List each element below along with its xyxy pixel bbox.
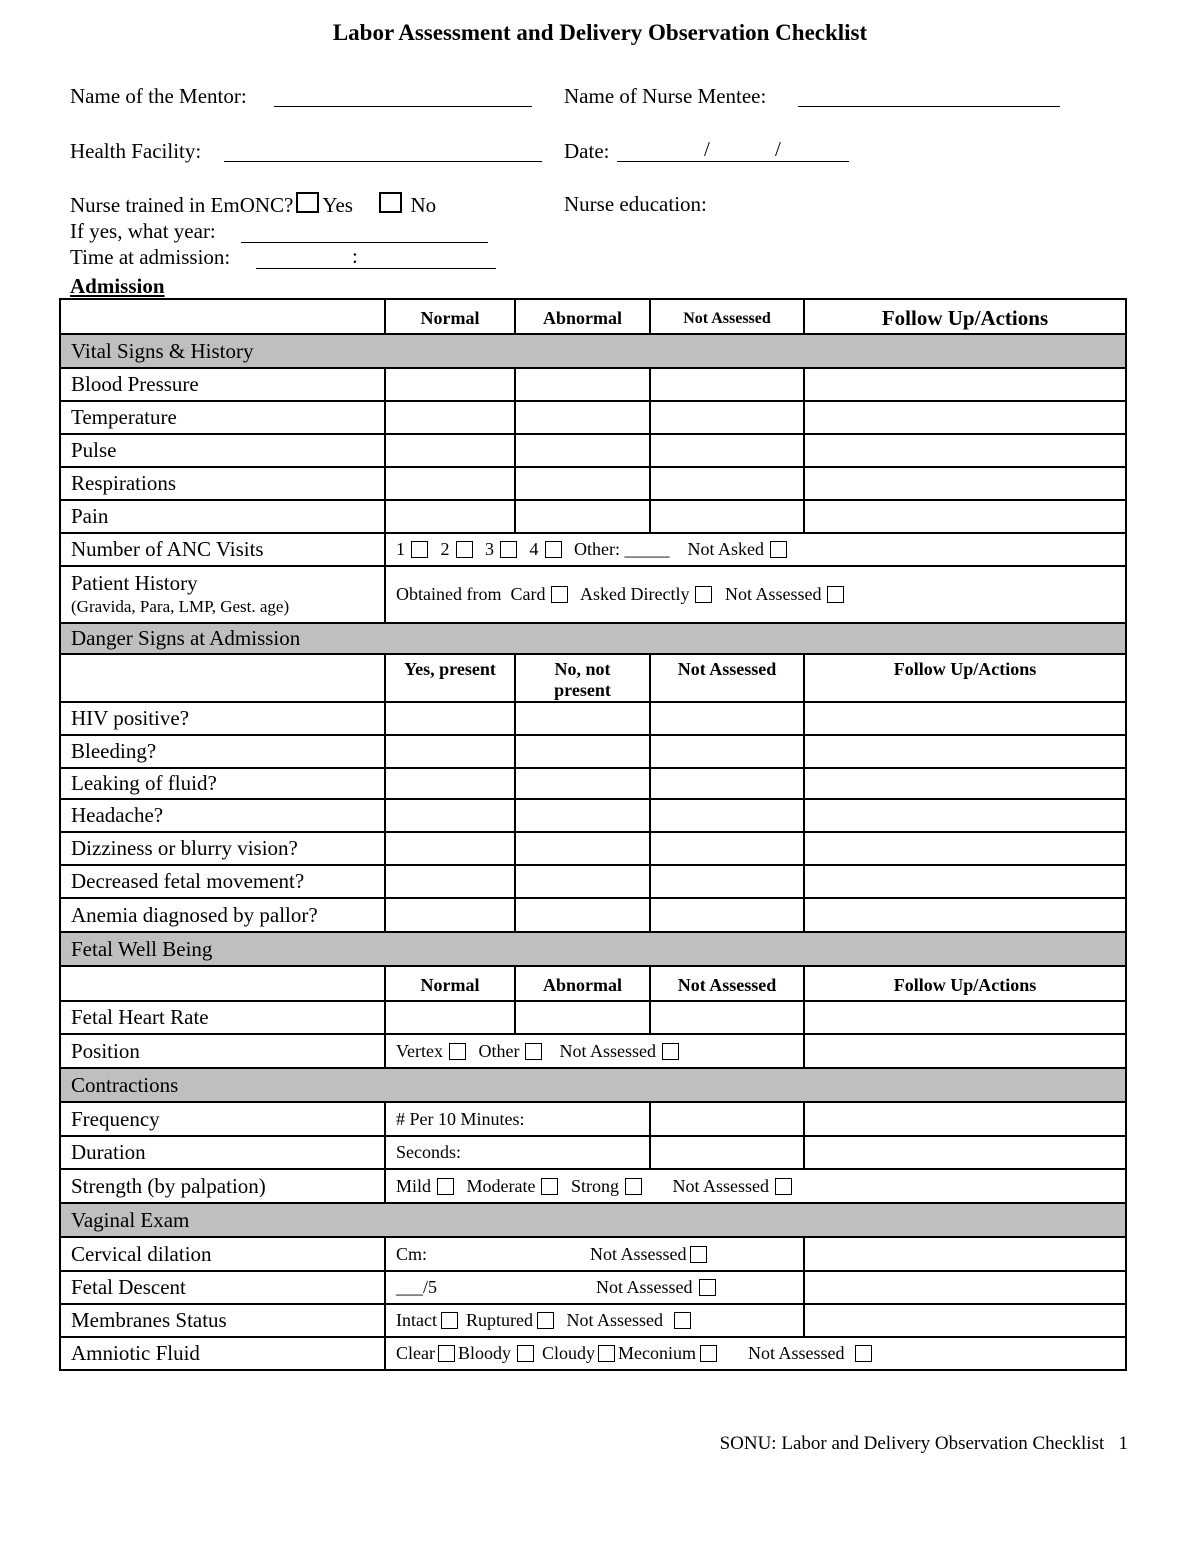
cell-yes[interactable]: [385, 702, 515, 735]
strong-checkbox[interactable]: [625, 1178, 642, 1195]
frequency-field[interactable]: # Per 10 Minutes:: [385, 1102, 650, 1136]
option-label: 4: [529, 539, 539, 559]
col-header-no: No, not present: [515, 654, 650, 702]
cell-not-assessed[interactable]: [650, 434, 804, 467]
cell-abnormal[interactable]: [515, 1001, 650, 1034]
cell-follow-up[interactable]: [804, 434, 1126, 467]
cell-follow-up[interactable]: [804, 1001, 1126, 1034]
membranes-options: [385, 1304, 804, 1337]
option-label: Not Assessed: [596, 1277, 693, 1297]
cell-follow-up[interactable]: [804, 368, 1126, 401]
cell-not-assessed[interactable]: [650, 1001, 804, 1034]
option-label: Not Assessed: [566, 1310, 663, 1330]
option-label: Bloody: [457, 1343, 511, 1363]
option-label: Mild: [396, 1175, 432, 1196]
cervical-not-assessed-checkbox[interactable]: [690, 1246, 707, 1263]
col-header-yes: Yes, present: [385, 654, 515, 702]
date-separator: /: [775, 137, 781, 161]
option-label: Not Assessed: [590, 1243, 687, 1264]
row-label: Blood Pressure: [60, 368, 385, 401]
row-label: Membranes Status: [60, 1304, 385, 1337]
cell-not-assessed[interactable]: [650, 1102, 804, 1136]
emonc-question: [70, 192, 436, 218]
row-label-empty: [60, 654, 385, 702]
option-label: Not Assessed: [724, 584, 822, 604]
cell-not-assessed[interactable]: [650, 832, 804, 865]
cell-no[interactable]: [515, 768, 650, 799]
time-separator: :: [352, 244, 358, 268]
option-label: Clear: [396, 1343, 435, 1363]
strength-options: [385, 1169, 1126, 1203]
row-label: Frequency: [60, 1102, 385, 1136]
cell-follow-up[interactable]: [804, 500, 1126, 533]
vertex-checkbox[interactable]: [449, 1043, 466, 1060]
cell-normal[interactable]: [385, 434, 515, 467]
row-label: Pulse: [60, 434, 385, 467]
cell-follow-up[interactable]: [804, 1136, 1126, 1169]
option-label: Strong: [570, 1175, 619, 1196]
row-label: Position: [60, 1034, 385, 1068]
cell-yes[interactable]: [385, 799, 515, 832]
row-label-empty: [60, 299, 385, 334]
row-label: Duration: [60, 1136, 385, 1169]
cell-yes[interactable]: [385, 832, 515, 865]
date-field[interactable]: [617, 161, 849, 162]
descent-not-assessed-checkbox[interactable]: [699, 1279, 716, 1296]
cell-abnormal[interactable]: [515, 434, 650, 467]
cell-yes[interactable]: [385, 768, 515, 799]
option-label: Moderate: [466, 1175, 536, 1196]
moderate-checkbox[interactable]: [541, 1178, 558, 1195]
meconium-checkbox[interactable]: [700, 1345, 717, 1362]
cell-follow-up[interactable]: [804, 898, 1126, 932]
row-label: Leaking of fluid?: [60, 768, 385, 799]
anc-3-checkbox[interactable]: [500, 541, 517, 558]
cell-not-assessed[interactable]: [650, 898, 804, 932]
cell-not-assessed[interactable]: [650, 768, 804, 799]
education-label: Nurse education:: [564, 192, 707, 216]
cell-not-assessed[interactable]: [650, 702, 804, 735]
option-label: Meconium: [618, 1343, 697, 1363]
year-label: If yes, what year:: [70, 219, 216, 243]
row-label: Fetal Heart Rate: [60, 1001, 385, 1034]
cell-not-assessed[interactable]: [650, 1136, 804, 1169]
option-label: Not Asked: [687, 539, 764, 559]
page-title: Labor Assessment and Delivery Observation Checklist: [332, 20, 868, 45]
cell-abnormal[interactable]: [515, 500, 650, 533]
option-label: Vertex: [396, 1040, 443, 1061]
anc-2-checkbox[interactable]: [456, 541, 473, 558]
year-field[interactable]: [241, 242, 488, 243]
cell-normal[interactable]: [385, 500, 515, 533]
cell-follow-up[interactable]: [804, 467, 1126, 500]
row-label: Strength (by palpation): [60, 1169, 385, 1203]
cell-no[interactable]: [515, 702, 650, 735]
option-label: Not Assessed: [672, 1175, 770, 1196]
row-label: Decreased fetal movement?: [60, 865, 385, 898]
row-label: HIV positive?: [60, 702, 385, 735]
cell-follow-up[interactable]: [804, 401, 1126, 434]
row-label: Respirations: [60, 467, 385, 500]
cloudy-checkbox[interactable]: [598, 1345, 615, 1362]
mentor-label: Name of the Mentor:: [70, 84, 247, 108]
col-header-follow-up: Follow Up/Actions: [804, 654, 1126, 702]
descent-options: [385, 1271, 804, 1304]
asked-directly-checkbox[interactable]: [695, 586, 712, 603]
section-vaginal-exam: Vaginal Exam: [60, 1203, 1126, 1237]
cell-no[interactable]: [515, 865, 650, 898]
card-checkbox[interactable]: [551, 586, 568, 603]
intact-checkbox[interactable]: [441, 1312, 458, 1329]
cell-follow-up[interactable]: [804, 865, 1126, 898]
cell-not-assessed[interactable]: [650, 368, 804, 401]
cell-follow-up[interactable]: [804, 1034, 1126, 1068]
duration-field[interactable]: Seconds:: [385, 1136, 650, 1169]
row-label: Cervical dilation: [60, 1237, 385, 1271]
cell-normal[interactable]: [385, 368, 515, 401]
mentee-label: Name of Nurse Mentee:: [564, 84, 767, 108]
cell-follow-up[interactable]: [804, 1237, 1126, 1271]
cell-not-assessed[interactable]: [650, 799, 804, 832]
cell-no[interactable]: [515, 898, 650, 932]
cell-yes[interactable]: [385, 898, 515, 932]
mentee-field[interactable]: [798, 106, 1060, 107]
col-header-normal: Normal: [385, 299, 515, 334]
cell-follow-up[interactable]: [804, 702, 1126, 735]
row-label: Patient History: [71, 570, 198, 595]
admission-heading: Admission: [70, 274, 165, 298]
fluid-options: [385, 1337, 1126, 1370]
row-label: Bleeding?: [60, 735, 385, 768]
cell-follow-up[interactable]: [804, 768, 1126, 799]
row-label: Temperature: [60, 401, 385, 434]
option-label: Intact: [396, 1310, 437, 1330]
cell-abnormal[interactable]: [515, 368, 650, 401]
anc-options: [385, 533, 1126, 566]
cell-follow-up[interactable]: [804, 1304, 1126, 1337]
cell-follow-up[interactable]: [804, 799, 1126, 832]
cell-normal[interactable]: [385, 1001, 515, 1034]
cell-not-assessed[interactable]: [650, 401, 804, 434]
option-label: Ruptured: [465, 1310, 533, 1330]
cell-follow-up[interactable]: [804, 832, 1126, 865]
strength-not-assessed-checkbox[interactable]: [775, 1178, 792, 1195]
section-vital-signs: Vital Signs & History: [60, 334, 1126, 368]
option-label: Other: [478, 1040, 520, 1061]
facility-field[interactable]: [224, 161, 542, 162]
position-options: [385, 1034, 804, 1068]
cell-yes[interactable]: [385, 865, 515, 898]
position-not-assessed-checkbox[interactable]: [662, 1043, 679, 1060]
option-label: ___/5: [396, 1277, 438, 1297]
checklist-table: [59, 298, 1127, 1371]
option-label: Card: [510, 584, 546, 604]
option-label: Not Assessed: [748, 1343, 845, 1363]
col-header-follow-up: Follow Up/Actions: [804, 966, 1126, 1001]
cell-not-assessed[interactable]: [650, 865, 804, 898]
row-label: Amniotic Fluid: [60, 1337, 385, 1370]
row-label: Headache?: [60, 799, 385, 832]
cell-abnormal[interactable]: [515, 401, 650, 434]
cell-no[interactable]: [515, 832, 650, 865]
fluid-not-assessed-checkbox[interactable]: [855, 1345, 872, 1362]
emonc-no-label: No: [410, 193, 437, 217]
col-header-not-assessed: Not Assessed: [650, 654, 804, 702]
option-label: Not Assessed: [559, 1040, 656, 1061]
row-label-empty: [60, 966, 385, 1001]
other-checkbox[interactable]: [525, 1043, 542, 1060]
clear-checkbox[interactable]: [438, 1345, 455, 1362]
row-label: Number of ANC Visits: [60, 533, 385, 566]
cell-not-assessed[interactable]: [650, 735, 804, 768]
option-label: 3: [485, 539, 494, 559]
cell-not-assessed[interactable]: [650, 467, 804, 500]
section-danger-signs: Danger Signs at Admission: [60, 623, 1126, 654]
date-separator: /: [704, 137, 710, 161]
history-not-assessed-checkbox[interactable]: [827, 586, 844, 603]
ruptured-checkbox[interactable]: [537, 1312, 554, 1329]
option-label: 2: [440, 539, 450, 559]
cell-follow-up[interactable]: [804, 735, 1126, 768]
cell-not-assessed[interactable]: [650, 500, 804, 533]
mild-checkbox[interactable]: [437, 1178, 454, 1195]
col-header-not-assessed: Not Assessed: [650, 299, 804, 334]
emonc-yes-label: Yes: [322, 193, 353, 217]
history-options: [385, 566, 1126, 623]
option-label: Cm:: [396, 1243, 428, 1264]
cell-normal[interactable]: [385, 467, 515, 500]
cell-abnormal[interactable]: [515, 467, 650, 500]
cell-follow-up[interactable]: [804, 1271, 1126, 1304]
row-label: Anemia diagnosed by pallor?: [60, 898, 385, 932]
history-cell: [60, 566, 385, 623]
col-header-follow-up: Follow Up/Actions: [804, 299, 1126, 334]
option-label: Other: _____: [574, 539, 670, 559]
facility-label: Health Facility:: [70, 139, 202, 163]
cell-no[interactable]: [515, 799, 650, 832]
col-header-normal: Normal: [385, 966, 515, 1001]
date-label: Date:: [564, 139, 610, 163]
col-header-abnormal: Abnormal: [515, 966, 650, 1001]
row-label: Dizziness or blurry vision?: [60, 832, 385, 865]
cell-normal[interactable]: [385, 401, 515, 434]
row-label: Pain: [60, 500, 385, 533]
page-footer: SONU: Labor and Delivery Observation Checklist 1: [719, 1433, 1128, 1454]
cell-follow-up[interactable]: [804, 1102, 1126, 1136]
row-label: Fetal Descent: [60, 1271, 385, 1304]
emonc-no-checkbox[interactable]: [379, 192, 402, 213]
cell-yes[interactable]: [385, 735, 515, 768]
option-label: Obtained from: [396, 584, 502, 604]
section-contractions: Contractions: [60, 1068, 1126, 1102]
emonc-yes-checkbox[interactable]: [296, 192, 319, 213]
row-sublabel: (Gravida, Para, LMP, Gest. age): [71, 596, 290, 616]
option-label: Asked Directly: [579, 584, 690, 604]
option-label: 1: [396, 539, 405, 559]
cervical-options: [385, 1237, 804, 1271]
membranes-not-assessed-checkbox[interactable]: [674, 1312, 691, 1329]
time-field[interactable]: [256, 268, 496, 269]
anc-1-checkbox[interactable]: [411, 541, 428, 558]
anc-4-checkbox[interactable]: [545, 541, 562, 558]
mentor-field[interactable]: [274, 106, 532, 107]
anc-not-asked-checkbox[interactable]: [770, 541, 787, 558]
section-fetal-well-being: Fetal Well Being: [60, 932, 1126, 966]
emonc-label: Nurse trained in EmONC?: [70, 193, 294, 217]
col-header-not-assessed: Not Assessed: [650, 966, 804, 1001]
col-header-abnormal: Abnormal: [515, 299, 650, 334]
bloody-checkbox[interactable]: [517, 1345, 534, 1362]
time-label: Time at admission:: [70, 245, 231, 269]
option-label: Cloudy: [542, 1343, 596, 1363]
cell-no[interactable]: [515, 735, 650, 768]
